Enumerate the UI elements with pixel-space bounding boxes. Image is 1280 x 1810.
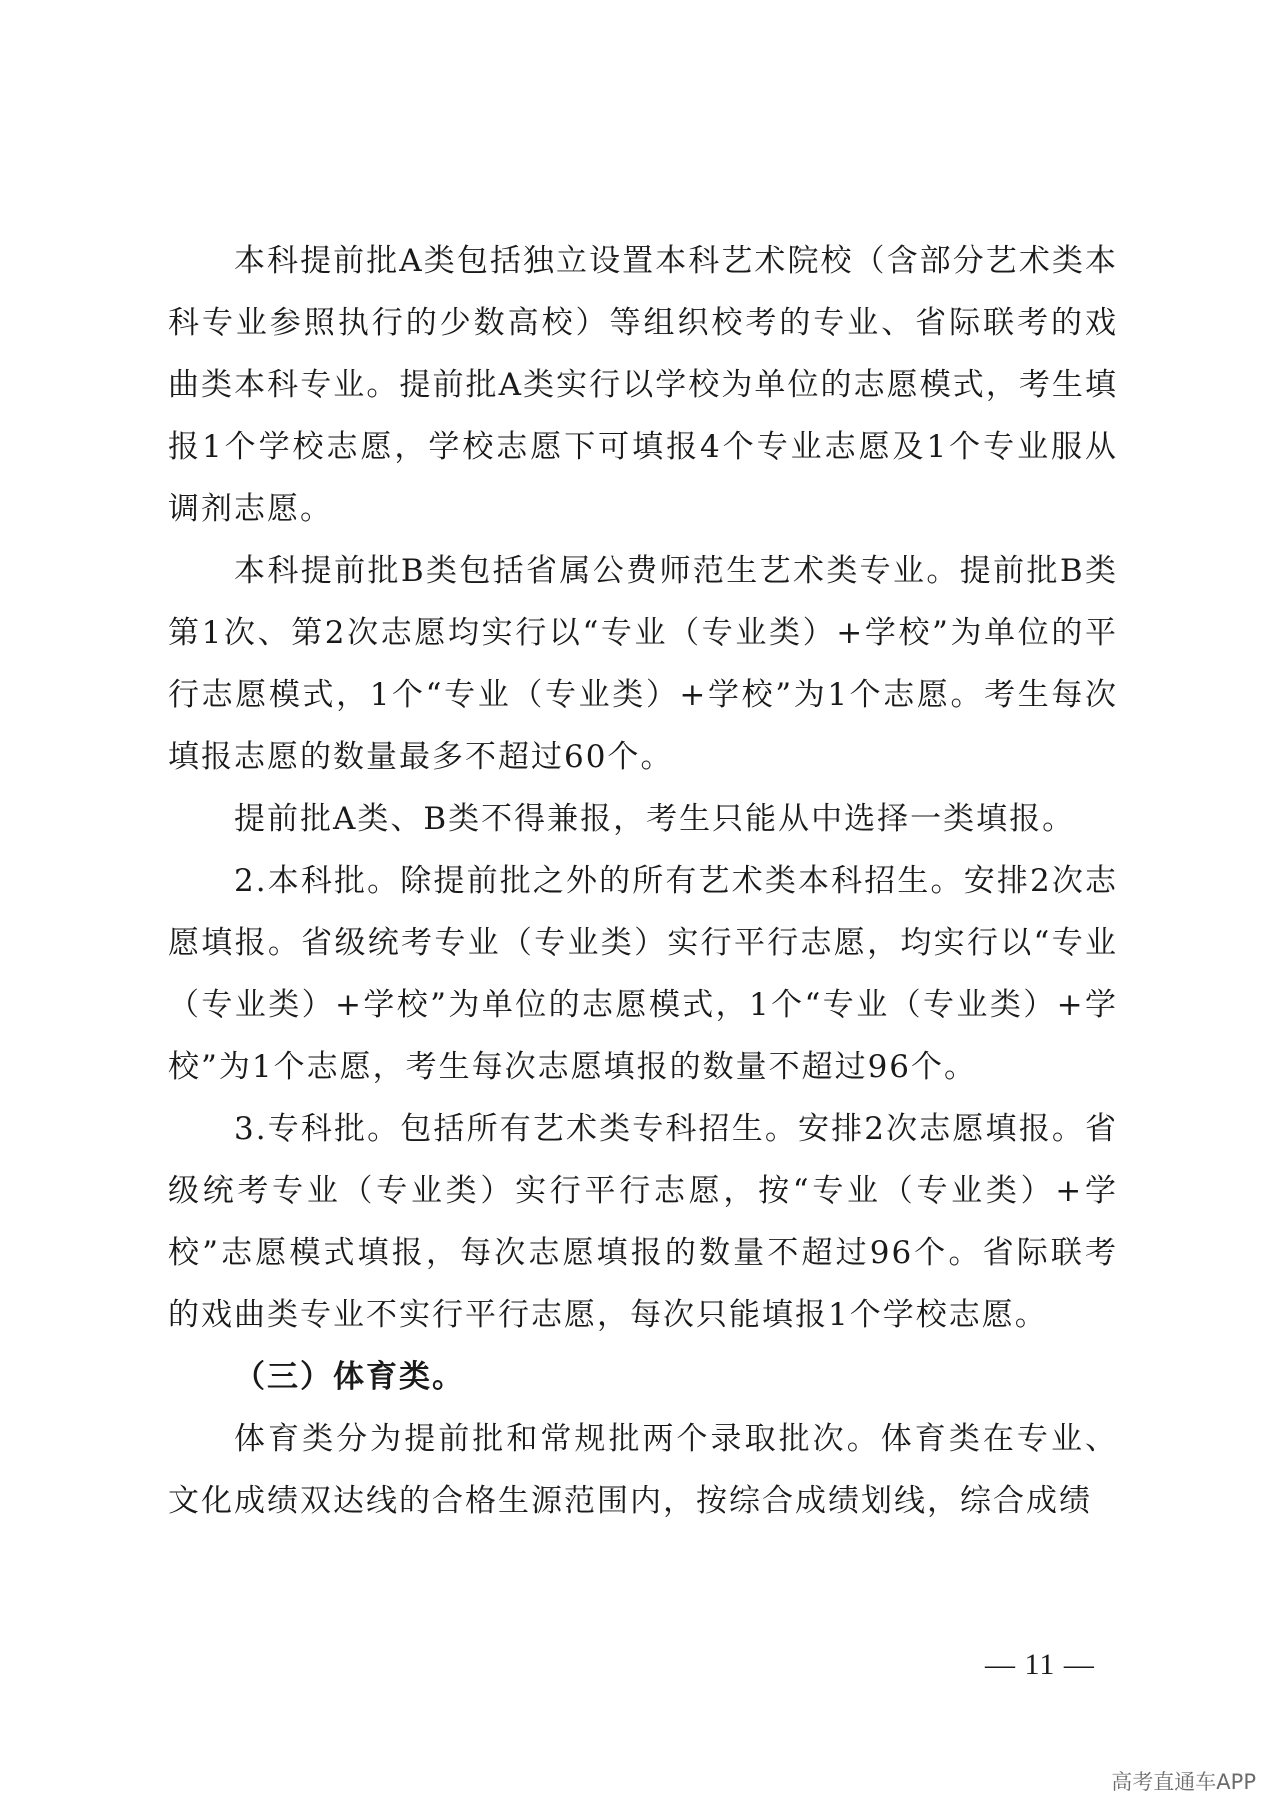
page-number: — 11 — — [985, 1648, 1095, 1681]
paragraph-no-dual-application: 提前批A类、B类不得兼报，考生只能从中选择一类填报。 — [234, 801, 1076, 837]
paragraph-sports-intro: 体育类分为提前批和常规批两个录取批次。体育类在专业、文化成绩双达线的合格生源范围内，按综合成绩划线，综合成绩 — [168, 1421, 1118, 1519]
paragraph-junior-college-batch: 3.专科批。包括所有艺术类专科招生。安排2次志愿填报。省级统考专业（专业类）实行平行志愿，按“专业（专业类）+学校”志愿模式填报，每次志愿填报的数量不超过96个。省际联考的戏曲类专业不实行平行志愿，每次只能填报1个学校志愿。 — [168, 1111, 1118, 1333]
paragraph-advance-batch-a: 本科提前批A类包括独立设置本科艺术院校（含部分艺术类本科专业参照执行的少数高校）等组织校考的专业、省际联考的戏曲类本科专业。提前批A类实行以学校为单位的志愿模式，考生填报1个学校志愿，学校志愿下可填报4个专业志愿及1个专业服从调剂志愿。 — [168, 243, 1118, 527]
paragraph-advance-batch-b: 本科提前批B类包括省属公费师范生艺术类专业。提前批B类第1次、第2次志愿均实行以“专业（专业类）+学校”为单位的平行志愿模式，1个“专业（专业类）+学校”为1个志愿。考生每次填报志愿的数量最多不超过60个。 — [168, 553, 1118, 775]
paragraph-undergraduate-batch: 2.本科批。除提前批之外的所有艺术类本科招生。安排2次志愿填报。省级统考专业（专业类）实行平行志愿，均实行以“专业（专业类）+学校”为单位的志愿模式，1个“专业（专业类）+学校”为1个志愿，考生每次志愿填报的数量不超过96个。 — [168, 863, 1118, 1085]
document-body — [168, 230, 1118, 1532]
section-heading-sports: （三）体育类。 — [234, 1359, 465, 1395]
watermark-text: 高考直通车APP — [1111, 1770, 1256, 1794]
